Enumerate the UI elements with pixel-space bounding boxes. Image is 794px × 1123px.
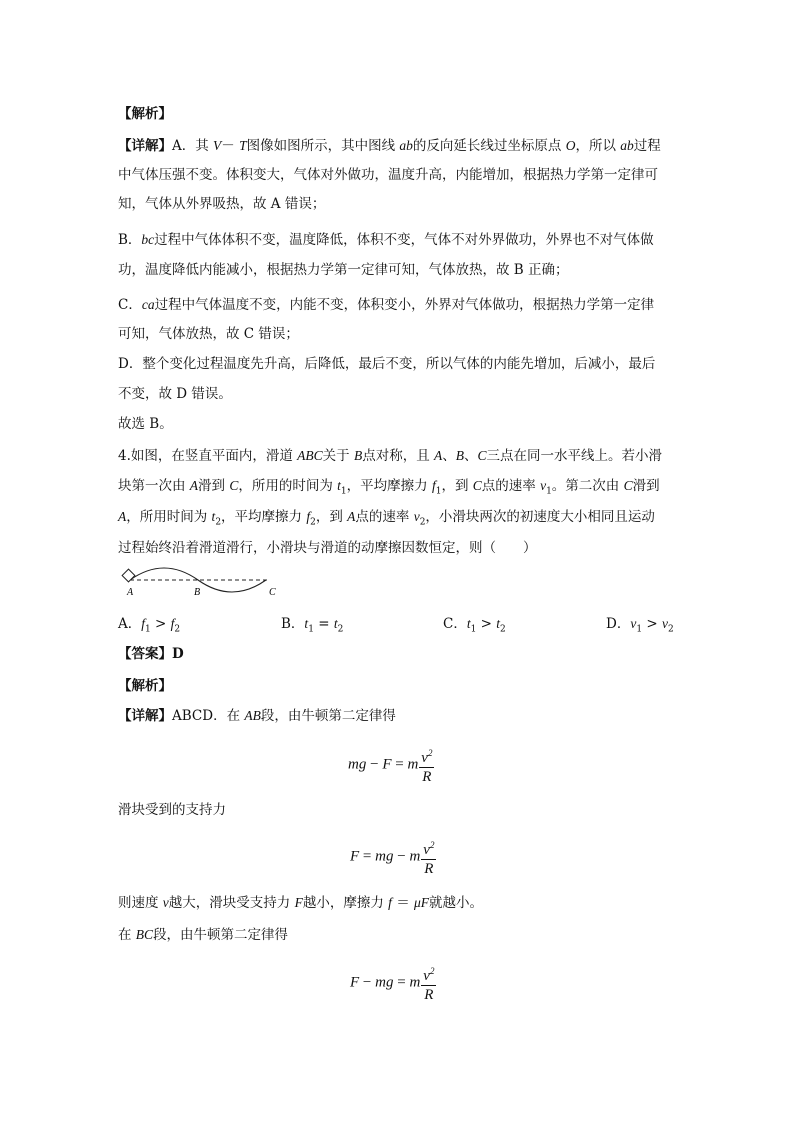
explanation-line: 【详解】ABCD．在 AB段，由牛顿第二定律得 — [118, 708, 396, 724]
explanation-line: 不变，故 D 错误。 — [118, 386, 232, 402]
question-stem: 过程始终沿着滑道滑行，小滑块与滑道的动摩擦因数恒定，则（ ） — [118, 540, 537, 556]
explanation-line: B．bc过程中气体体积不变，温度降低，体积不变，气体不对外界做功，外界也不对气体做 — [118, 232, 654, 248]
fraction: $\frac{v^2}{R}$ — [421, 836, 436, 878]
section-heading: 【解析】 — [118, 106, 172, 122]
equation-1: mg − F = m $\frac{v^2}{R}$ — [348, 744, 434, 786]
question-stem: A，所用时间为 $t_2$，平均摩擦力 $f_2$，到 A点的速率 $v_2$，小滑块两次的初速度大小相同且运动 — [118, 509, 655, 528]
label-B: B — [194, 587, 201, 598]
explanation-line: 【详解】A．其 V－ T图像如图所示，其中图线 ab的反向延长线过坐标原点 O，所以 ab过程 — [118, 138, 661, 154]
equation-2: F = mg − m $\frac{v^2}{R}$ — [350, 836, 436, 878]
question-stem: 4.如图，在竖直平面内，滑道 ABC关于 B点对称，且 A、B、C三点在同一水平线上。若小滑 — [118, 448, 663, 464]
explanation-line: 滑块受到的支持力 — [118, 802, 226, 818]
choice-line: 故选 B。 — [118, 416, 173, 432]
explanation-line: C．ca过程中气体温度不变，内能不变，体积变小，外界对气体做功，根据热力学第一定律 — [118, 297, 655, 313]
fraction: $\frac{v^2}{R}$ — [421, 962, 436, 1004]
option-c[interactable]: C．$t_1 > t_2$ — [443, 616, 506, 635]
option-a[interactable]: A．$f_1 > f_2$ — [118, 616, 181, 635]
fraction: $\frac{v^2}{R}$ — [419, 744, 434, 786]
label-A: A — [127, 587, 134, 598]
explanation-line: 功，温度降低内能减小，根据热力学第一定律可知，气体放热，故 B 正确； — [118, 262, 569, 278]
answer-line: 【答案】D — [118, 646, 184, 662]
section-heading: 【解析】 — [118, 678, 172, 694]
equation-3: F − mg = m $\frac{v^2}{R}$ — [350, 962, 436, 1004]
option-b[interactable]: B．$t_1 = t_2$ — [281, 616, 344, 635]
explanation-line: 知，气体从外界吸热，故 A 错误； — [118, 196, 326, 212]
label-C: C — [269, 587, 276, 598]
explanation-line: 可知，气体放热，故 C 错误； — [118, 326, 299, 342]
explanation-line: D．整个变化过程温度先升高，后降低，最后不变，所以气体的内能先增加，后减小，最后 — [118, 356, 656, 372]
slide-track-figure — [118, 566, 288, 602]
explanation-line: 中气体压强不变。体积变大，气体对外做功，温度升高，内能增加，根据热力学第一定律可 — [118, 167, 658, 183]
option-d[interactable]: D．$v_1 > v_2$ — [606, 616, 674, 635]
question-stem: 块第一次由 A滑到 C，所用的时间为 $t_1$，平均摩擦力 $f_1$，到 C点的速率 $v_1$。第二次由 C滑到 — [118, 478, 660, 497]
explanation-line: 则速度 v越大，滑块受支持力 F越小，摩擦力 f ＝ μF就越小。 — [118, 895, 484, 911]
explanation-line: 在 BC段，由牛顿第二定律得 — [118, 927, 289, 943]
